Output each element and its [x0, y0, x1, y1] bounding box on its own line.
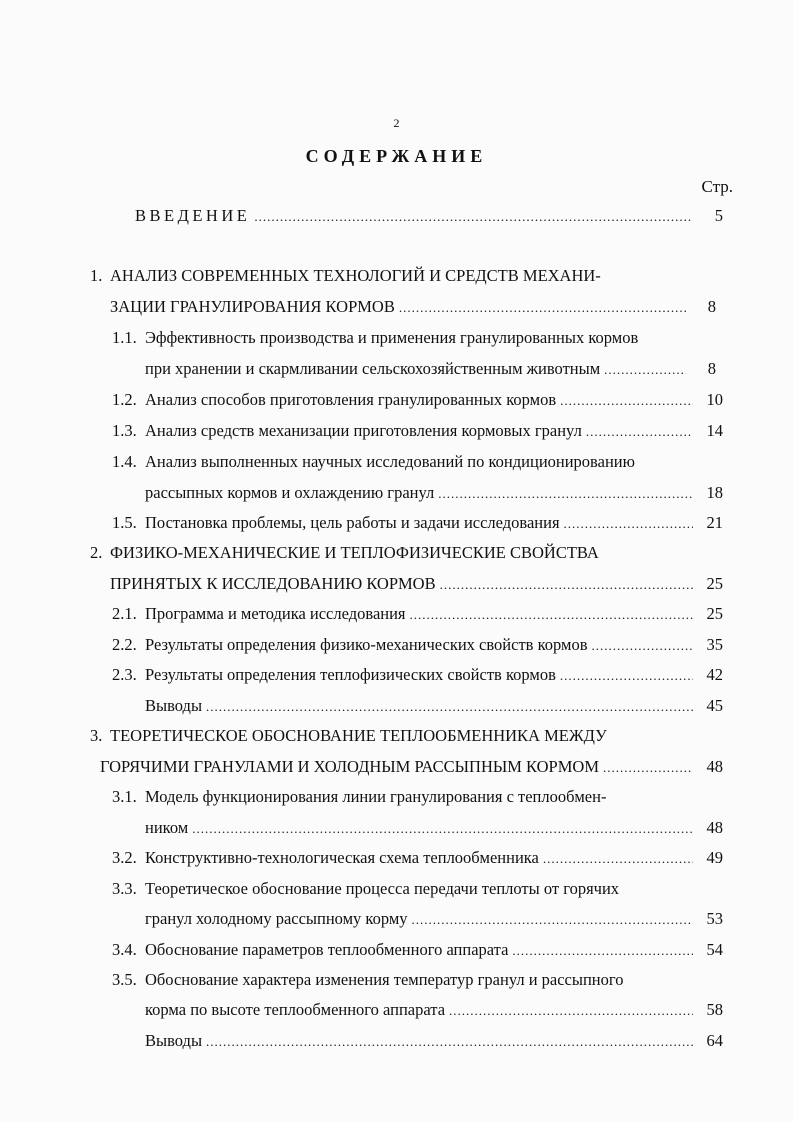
- toc-entry-page: 35: [706, 635, 723, 654]
- toc-section-3-1-line2: [145, 818, 723, 838]
- toc-chapter-3-line2: [100, 757, 723, 777]
- leader-dots: [449, 1003, 693, 1019]
- leader-dots: [440, 577, 693, 593]
- toc-section-title: Анализ средств механизации приготовления кормовых гранул: [145, 421, 582, 440]
- toc-section-1-1-line1: [112, 328, 638, 348]
- toc-conclusions-3: [145, 1031, 723, 1051]
- toc-entry-page: 10: [706, 390, 723, 409]
- leader-dots: [206, 1034, 693, 1050]
- toc-section-title: Результаты определения физико-механических свойств кормов: [145, 635, 588, 654]
- leader-dots: [586, 424, 693, 440]
- leader-dots: [560, 393, 693, 409]
- toc-chapter-title: ФИЗИКО-МЕХАНИЧЕСКИЕ И ТЕПЛОФИЗИЧЕСКИЕ СВОЙСТВА: [110, 543, 599, 562]
- toc-chapter-title: АНАЛИЗ СОВРЕМЕННЫХ ТЕХНОЛОГИЙ И СРЕДСТВ МЕХАНИ-: [110, 266, 601, 285]
- toc-entry-page: 42: [706, 665, 723, 684]
- leader-dots: [399, 300, 686, 316]
- leader-dots: [412, 912, 693, 928]
- toc-chapter-2-line2: [110, 574, 723, 594]
- leader-dots: [543, 851, 693, 867]
- toc-section-number: 2.2.: [112, 635, 137, 654]
- toc-section-1-5: [112, 513, 723, 533]
- toc-entry-page: 54: [706, 940, 723, 959]
- toc-chapter-1-line2: [110, 297, 716, 317]
- leader-dots: [603, 760, 693, 776]
- toc-section-3-3-line1: [112, 879, 619, 899]
- toc-section-title-cont: корма по высоте теплообменного аппарата: [145, 1000, 446, 1019]
- toc-section-title-cont: рассыпных кормов и охлаждению гранул: [145, 483, 435, 502]
- toc-section-number: 3.1.: [112, 787, 137, 806]
- toc-section-3-5-line1: [112, 970, 623, 990]
- toc-section-title-cont: гранул холодному рассыпному корму: [145, 909, 408, 928]
- toc-entry-page: 8: [707, 297, 716, 316]
- toc-section-1-4-line2: [145, 483, 723, 503]
- toc-section-title: Обоснование характера изменения температур гранул и рассыпного: [145, 970, 624, 989]
- toc-section-3-4: [112, 940, 723, 960]
- toc-entry-page: 48: [706, 757, 723, 776]
- toc-entry-intro: [135, 206, 723, 226]
- toc-section-number: 1.2.: [112, 390, 137, 409]
- toc-section-title: Результаты определения теплофизических свойств кормов: [145, 665, 556, 684]
- page-column-header: Стр.: [701, 177, 733, 196]
- leader-dots: [410, 607, 693, 623]
- toc-section-title: Анализ способов приготовления гранулированных кормов: [145, 390, 557, 409]
- toc-conclusions-2: [145, 696, 723, 716]
- toc-section-1-3: [112, 421, 723, 441]
- toc-chapter-1-line1: [90, 266, 601, 286]
- toc-section-3-2: [112, 848, 723, 868]
- toc-section-number: 3.5.: [112, 970, 137, 989]
- leader-dots: [438, 486, 693, 502]
- toc-entry-page: 18: [706, 483, 723, 502]
- toc-entry-page: 48: [706, 818, 723, 837]
- toc-chapter-title-cont: ГОРЯЧИМИ ГРАНУЛАМИ И ХОЛОДНЫМ РАССЫПНЫМ КОРМОМ: [100, 757, 599, 776]
- leader-dots: [512, 943, 693, 959]
- toc-section-title: Выводы: [145, 696, 203, 715]
- toc-section-title: Обоснование параметров теплообменного аппарата: [145, 940, 509, 959]
- toc-entry-page: 8: [707, 359, 716, 378]
- leader-dots: [560, 668, 693, 684]
- toc-entry-page: 64: [706, 1031, 723, 1050]
- toc-section-number: 2.3.: [112, 665, 137, 684]
- toc-section-title: Эффективность производства и применения гранулированных кормов: [145, 328, 639, 347]
- toc-entry-page: 49: [706, 848, 723, 867]
- page-title: СОДЕРЖАНИЕ: [305, 146, 488, 166]
- toc-section-number: 3.4.: [112, 940, 137, 959]
- toc-chapter-3-line1: [90, 726, 607, 746]
- toc-section-title-cont: при хранении и скармливании сельскохозяйственным животным: [145, 359, 601, 378]
- toc-entry-page: 53: [706, 909, 723, 928]
- leader-dots: [604, 362, 686, 378]
- toc-section-number: 1.4.: [112, 452, 137, 471]
- toc-chapter-number: 2.: [90, 543, 103, 562]
- toc-section-2-3: [112, 665, 723, 685]
- toc-section-2-2: [112, 635, 723, 655]
- toc-section-title: Модель функционирования линии гранулирования с теплообмен-: [145, 787, 607, 806]
- toc-chapter-number: 1.: [90, 266, 103, 285]
- toc-section-number: 3.3.: [112, 879, 137, 898]
- toc-chapter-2-line1: [90, 543, 599, 563]
- toc-section-title: Анализ выполненных научных исследований по кондиционированию: [145, 452, 635, 471]
- toc-section-title: Программа и методика исследования: [145, 604, 406, 623]
- page-number: 2: [393, 116, 400, 130]
- toc-section-1-2: [112, 390, 723, 410]
- toc-chapter-number: 3.: [90, 726, 103, 745]
- toc-section-3-5-line2: [145, 1000, 723, 1020]
- toc-section-3-3-line2: [145, 909, 723, 929]
- toc-entry-page: 58: [706, 1000, 723, 1019]
- toc-entry-page: 5: [714, 206, 723, 225]
- toc-chapter-title-cont: ПРИНЯТЫХ К ИССЛЕДОВАНИЮ КОРМОВ: [110, 574, 436, 593]
- toc-section-number: 1.1.: [112, 328, 137, 347]
- toc-entry-page: 45: [706, 696, 723, 715]
- toc-chapter-title-cont: ЗАЦИИ ГРАНУЛИРОВАНИЯ КОРМОВ: [110, 297, 395, 316]
- toc-section-number: 1.5.: [112, 513, 137, 532]
- toc-section-3-1-line1: [112, 787, 606, 807]
- toc-chapter-title: ТЕОРЕТИЧЕСКОЕ ОБОСНОВАНИЕ ТЕПЛООБМЕННИКА МЕЖДУ: [110, 726, 607, 745]
- toc-section-2-1: [112, 604, 723, 624]
- toc-section-title: Теоретическое обоснование процесса передачи теплоты от горячих: [145, 879, 620, 898]
- leader-dots: [254, 209, 693, 225]
- toc-section-title: Постановка проблемы, цель работы и задачи исследования: [145, 513, 560, 532]
- leader-dots: [564, 516, 693, 532]
- toc-entry-page: 14: [706, 421, 723, 440]
- toc-section-1-4-line1: [112, 452, 635, 472]
- toc-entry-page: 21: [706, 513, 723, 532]
- toc-section-number: 3.2.: [112, 848, 137, 867]
- toc-section-1-1-line2: [145, 359, 716, 379]
- leader-dots: [206, 699, 693, 715]
- toc-entry-page: 25: [706, 574, 723, 593]
- toc-section-title-cont: ником: [145, 818, 189, 837]
- toc-section-number: 2.1.: [112, 604, 137, 623]
- toc-entry-page: 25: [706, 604, 723, 623]
- toc-section-number: 1.3.: [112, 421, 137, 440]
- toc-section-title: Конструктивно-технологическая схема теплообменника: [145, 848, 539, 867]
- leader-dots: [192, 821, 693, 837]
- toc-section-title: Выводы: [145, 1031, 203, 1050]
- leader-dots: [592, 638, 693, 654]
- toc-entry-title: ВВЕДЕНИЕ: [135, 206, 251, 225]
